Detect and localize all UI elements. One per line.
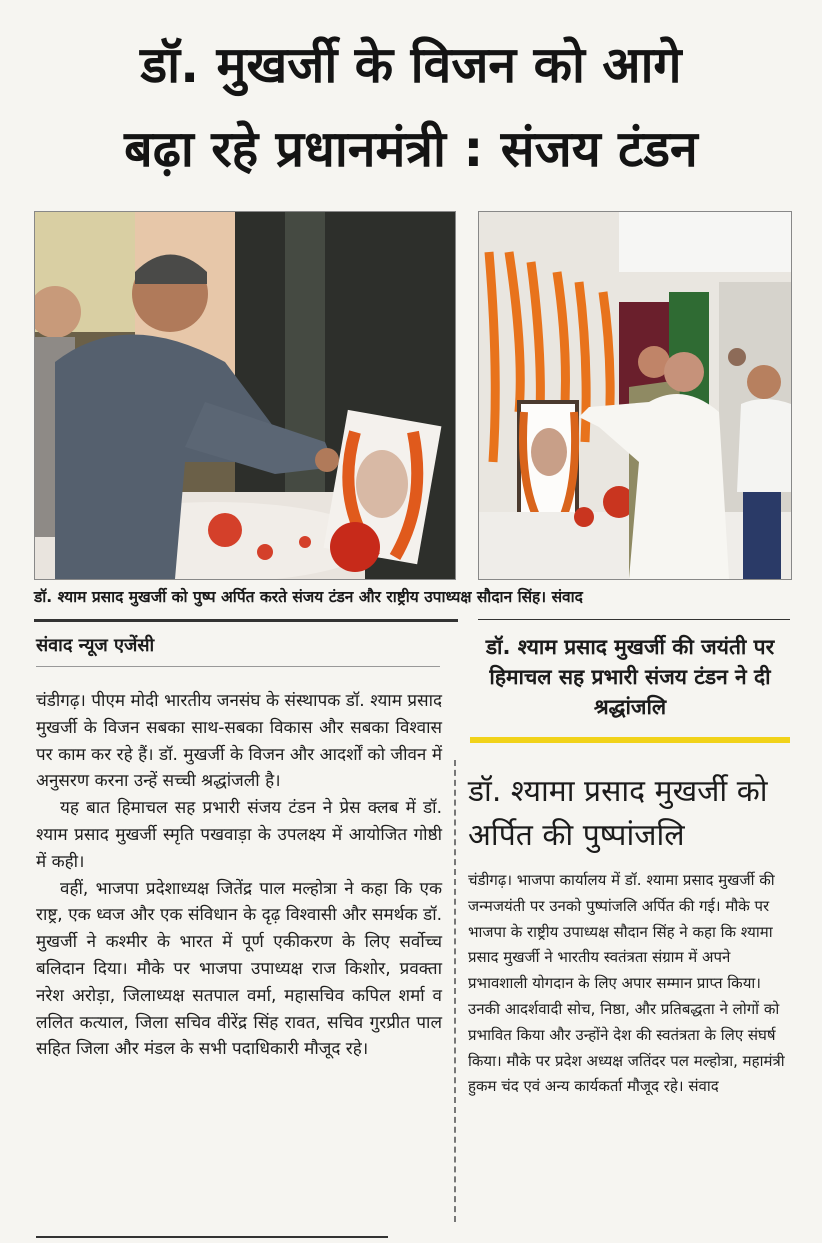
photo-tribute-right (478, 211, 792, 580)
main-article-body (36, 688, 442, 1063)
photo-caption: डॉ. श्याम प्रसाद मुखर्जी को पुष्प अर्पित करते संजय टंडन और राष्ट्रीय उपाध्यक्ष सौदान सिंह। संवाद (34, 588, 583, 606)
box-article-body: चंडीगढ़। भाजपा कार्यालय में डॉ. श्यामा प्रसाद मुखर्जी की जन्मजयंती पर उनको पुष्पांजलि अर्पित की गई। मौके पर भाजपा के राष्ट्रीय उपाध्यक्ष सौदान सिंह ने कहा कि श्यामा प्रसाद मुखर्जी ने भारतीय स्वतंत्रता संग्राम में अपने प्रभावशाली योगदान के लिए अपार सम्मान प्राप्त किया। उनकी आदर्शवादी सोच, निष्ठा, और प्रतिबद्धता ने लोगों को प्रभावित किया और उन्होंने देश की स्वतंत्रता के लिए संघर्ष किया। मौके पर प्रदेश अध्यक्ष जतिंदर पल मल्होत्रा, महामंत्री हुकम चंद एवं अन्य कार्यकर्ता मौजूद रहे। संवाद (468, 871, 785, 1096)
headline (20, 28, 802, 186)
main-paragraph-1: चंडीगढ़। पीएम मोदी भारतीय जनसंघ के संस्थापक डॉ. श्याम प्रसाद मुखर्जी के विजन सबका साथ-सबका विकास और सबका विश्वास पर काम कर रहे हैं। डॉ. मुखर्जी के विजन और आदर्शों को जीवन में अनुसरण करना उन्हें सच्ची श्रद्धांजली है। (36, 691, 442, 792)
box-dashed-border (454, 760, 456, 1222)
divider-top-right (478, 619, 790, 620)
divider-top (34, 619, 458, 622)
yellow-accent-bar (470, 737, 790, 743)
headline-line-1: डॉ. मुखर्जी के विजन को आगे (140, 36, 682, 94)
photo-tribute-left (34, 211, 456, 580)
byline: संवाद न्यूज एजेंसी (36, 635, 155, 656)
sidebar-headline: डॉ. श्याम प्रसाद मुखर्जी की जयंती पर हिमाचल सह प्रभारी संजय टंडन ने दी श्रद्धांजलि (485, 635, 775, 719)
box-article-title: डॉ. श्यामा प्रसाद मुखर्जी को अर्पित की पुष्पांजलि (468, 774, 768, 853)
main-paragraph-2: यह बात हिमाचल सह प्रभारी संजय टंडन ने प्रेस क्लब में डॉ. श्याम प्रसाद मुखर्जी स्मृति पखवाड़ा के उपलक्ष्य में आयोजित गोष्ठी में कही। (36, 798, 442, 872)
headline-line-2: बढ़ा रहे प्रधानमंत्री : संजय टंडन (124, 120, 698, 178)
divider-byline (36, 666, 440, 667)
divider-bottom (36, 1236, 388, 1238)
main-paragraph-3: वहीं, भाजपा प्रदेशाध्यक्ष जितेंद्र पाल मल्होत्रा ने कहा कि एक राष्ट्र, एक ध्वज और एक संविधान के दृढ़ विश्वासी और समर्थक डॉ. मुखर्जी ने कश्मीर के भारत में पूर्ण एकीकरण के लिए सर्वोच्च बलिदान दिया। मौके पर भाजपा उपाध्यक्ष राज किशोर, प्रवक्ता नरेश अरोड़ा, जिलाध्यक्ष सतपाल वर्मा, महासचिव कपिल शर्मा व ललित कत्याल, जिला सचिव वीरेंद्र सिंह रावत, सचिव गुरप्रीत पाल सहित जिला और मंडल के सभी पदाधिकारी मौजूद रहे। (36, 878, 442, 1060)
